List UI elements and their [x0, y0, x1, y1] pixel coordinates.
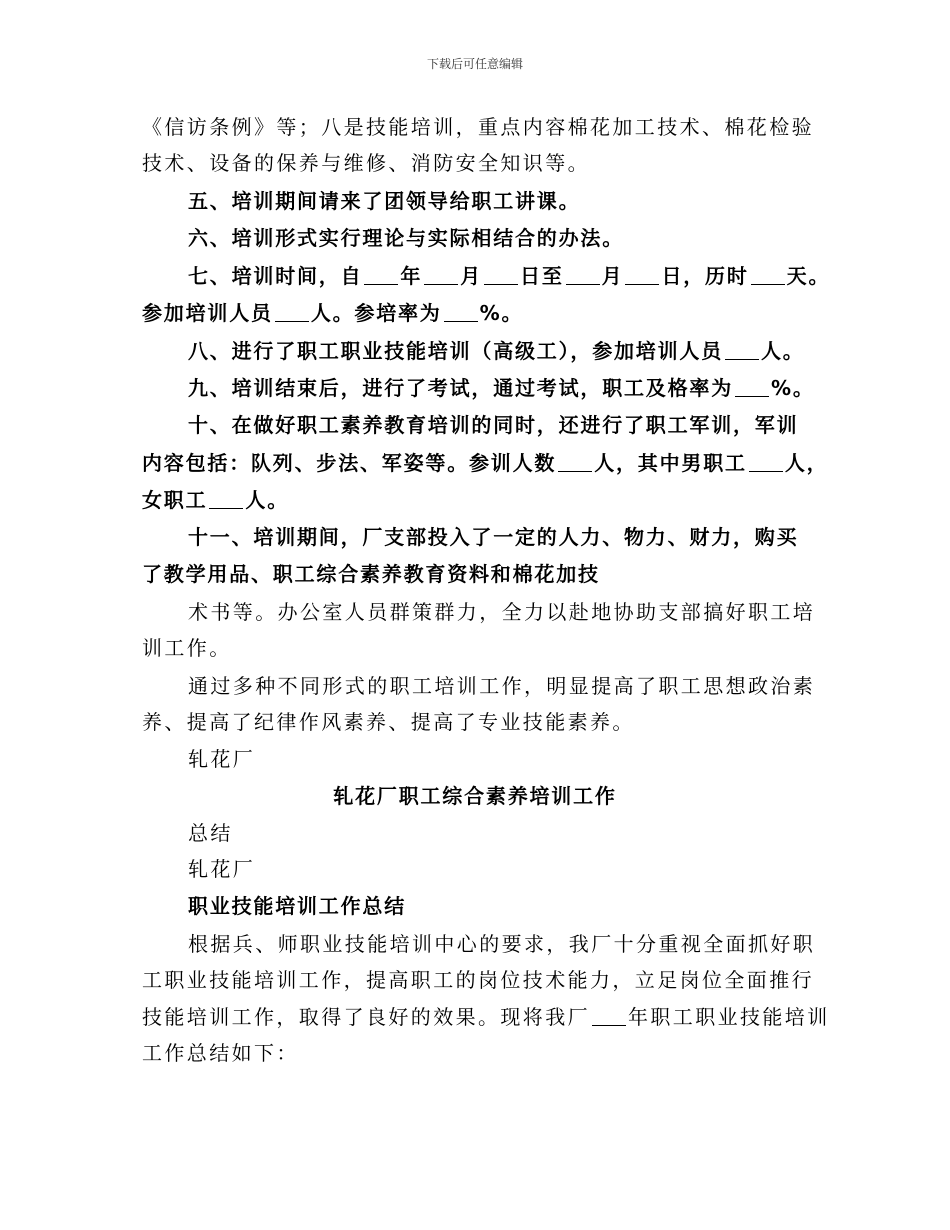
- fill-blank: [735, 376, 769, 397]
- fill-blank: [209, 488, 243, 509]
- signature-line: 轧花厂: [188, 747, 256, 771]
- body-line: 轧花厂: [188, 857, 256, 881]
- fill-blank: [424, 264, 458, 285]
- page-header: 下载后可任意编辑: [426, 57, 523, 71]
- body-line: 总结: [188, 821, 233, 845]
- fill-blank: [444, 301, 478, 322]
- section-heading-6: 六、培训形式实行理论与实际相结合的办法。: [188, 226, 624, 250]
- section-heading-9: 九、培训结束后，进行了考试，通过考试，职工及格率为 %。: [188, 376, 815, 400]
- section-heading-7: 七、培训时间，自 年 月 日至 月 日，历时 天。: [188, 264, 831, 288]
- section-line: 了教学用品、职工综合素养教育资料和棉花加技: [142, 562, 600, 586]
- subtitle: 职业技能培训工作总结: [188, 894, 406, 918]
- fill-blank: [749, 451, 783, 472]
- section-heading-5: 五、培训期间请来了团领导给职工讲课。: [188, 189, 581, 213]
- section-line: 女职工 人。: [142, 488, 290, 512]
- fill-blank: [558, 451, 592, 472]
- fill-blank: [625, 264, 659, 285]
- body-line: 通过多种不同形式的职工培训工作，明显提高了职工思想政治素: [188, 674, 816, 698]
- fill-blank: [566, 264, 600, 285]
- body-line: 训工作。: [142, 636, 232, 660]
- section-line: 内容包括：队列、步法、军姿等。参训人数 人，其中男职工 人，: [142, 451, 829, 475]
- fill-blank: [751, 264, 785, 285]
- fill-blank: [275, 301, 309, 322]
- section-heading-11: 十一、培训期间，厂支部投入了一定的人力、物力、财力，购买: [188, 525, 799, 549]
- document-title: 轧花厂职工综合素养培训工作: [333, 784, 617, 808]
- section-heading-8: 八、进行了职工职业技能培训（高级工），参加培训人员 人。: [188, 339, 805, 363]
- body-line: 根据兵、师职业技能培训中心的要求，我厂十分重视全面抓好职: [188, 932, 816, 956]
- body-line: 技术、设备的保养与维修、消防安全知识等。: [142, 151, 590, 175]
- fill-blank: [364, 264, 398, 285]
- body-line: 术书等。办公室人员群策群力，全力以赴地协助支部搞好职工培: [188, 600, 816, 624]
- section-line: 参加培训人员 人。参培率为 %。: [142, 301, 524, 325]
- fill-blank: [592, 1005, 626, 1026]
- fill-blank: [484, 264, 518, 285]
- fill-blank: [725, 339, 759, 360]
- body-line: 工职业技能培训工作，提高职工的岗位技术能力，立足岗位全面推行: [142, 968, 814, 992]
- body-line: 技能培训工作，取得了良好的效果。现将我厂 年职工职业技能培训: [142, 1005, 830, 1029]
- section-heading-10: 十、在做好职工素养教育培训的同时，还进行了职工军训，军训: [188, 413, 799, 437]
- body-line: 工作总结如下：: [142, 1041, 299, 1065]
- body-line: 《信访条例》等；八是技能培训，重点内容棉花加工技术、棉花检验: [142, 115, 814, 139]
- body-line: 养、提高了纪律作风素养、提高了专业技能素养。: [142, 710, 635, 734]
